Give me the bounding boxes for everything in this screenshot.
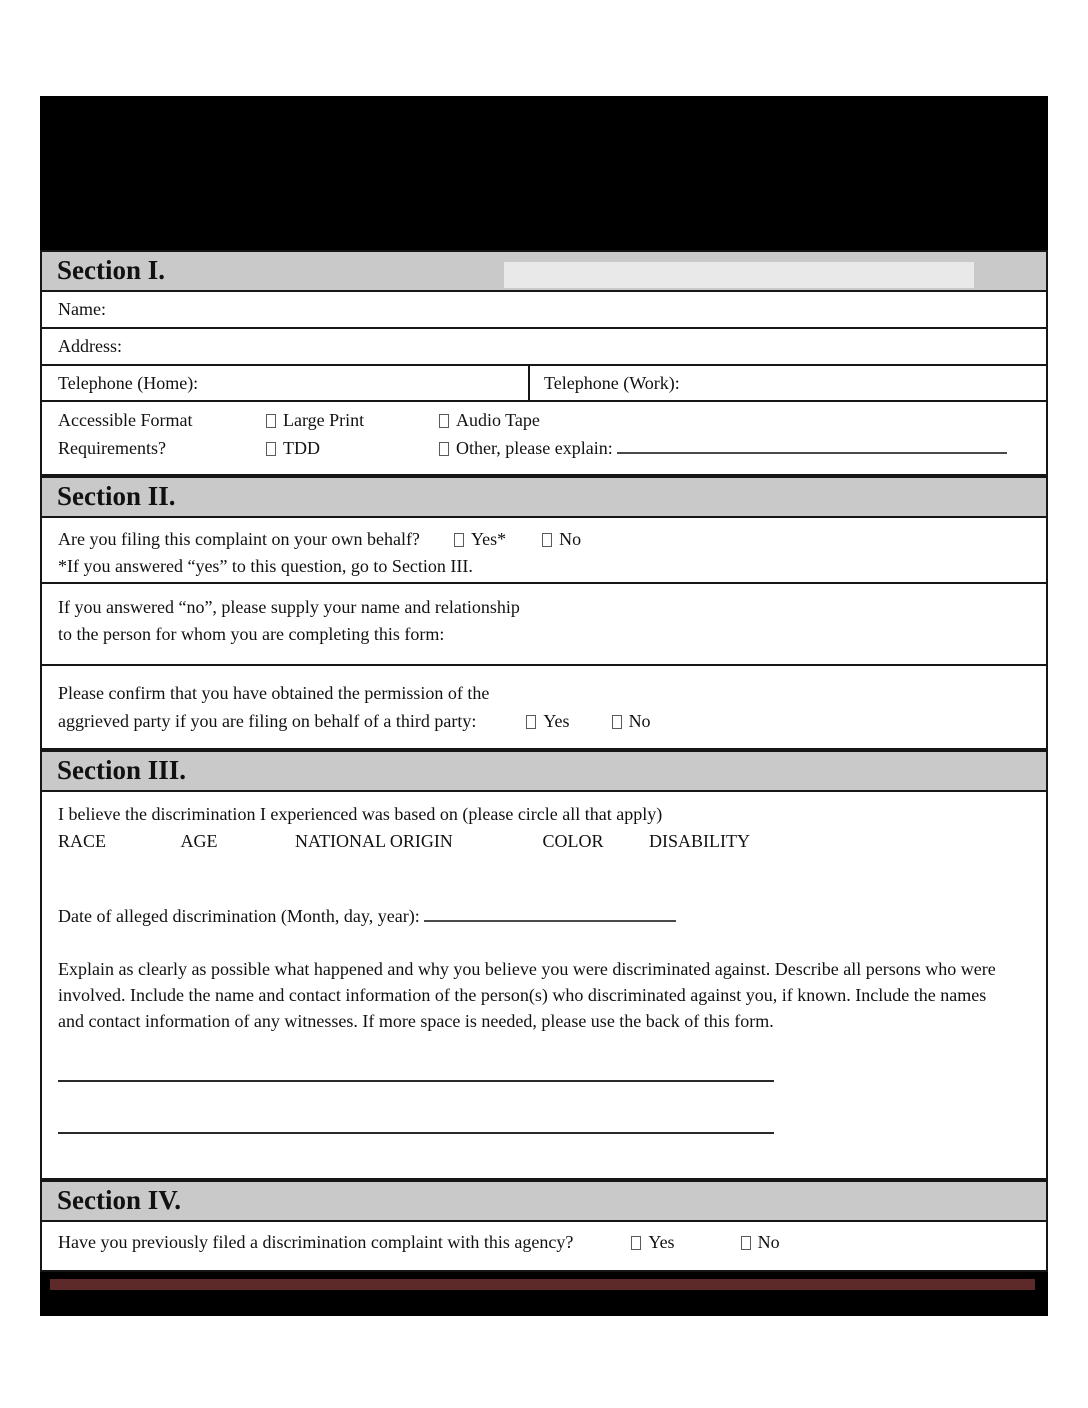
large-print-option [266,410,439,438]
previous-complaint-no-option [741,1232,780,1252]
redacted-header-block [40,96,1048,250]
date-of-discrimination-line [42,903,1046,930]
previous-complaint-question: Have you previously filed a discrimination complaint with this agency? [58,1232,574,1252]
basis-intro: I believe the discrimination I experienced was based on (please circle all that apply) [58,804,663,824]
section-1-title: Section I. [57,254,165,285]
date-blank[interactable] [424,906,676,922]
checkbox-icon[interactable] [439,414,449,428]
checkbox-icon[interactable] [526,715,536,729]
basis-category-disability[interactable]: DISABILITY [649,831,750,851]
other-option [439,438,1046,466]
complaint-form [40,250,1048,1273]
footer-maroon-stripe [50,1279,1035,1290]
name-field-row[interactable] [42,292,1046,329]
checkbox-icon[interactable] [542,533,552,547]
checkbox-icon[interactable] [612,715,622,729]
section-3-header [42,750,1046,792]
section-2-header [42,476,1046,518]
basis-category-age[interactable]: AGE [180,831,218,851]
section-4-header [42,1180,1046,1222]
telephone-work-label: Telephone (Work): [544,373,680,393]
own-behalf-yes-label: Yes* [470,529,507,549]
basis-category-list [42,828,1046,855]
own-behalf-no-label: No [559,529,582,549]
basis-category-race[interactable]: RACE [58,831,107,851]
other-label: Other, please explain: [456,438,613,458]
checkbox-icon[interactable] [439,442,449,456]
basis-category-color[interactable]: COLOR [542,831,604,851]
checkbox-icon[interactable] [266,414,276,428]
audio-tape-label: Audio Tape [456,410,540,430]
relationship-question-line1: If you answered “no”, please supply your name and relationship [58,597,520,617]
name-label: Name: [58,299,106,319]
tdd-label: TDD [283,438,320,458]
accessible-format-label-line1: Accessible Format [58,410,193,430]
section-2-title: Section II. [57,480,176,511]
own-behalf-yes-option [454,529,506,549]
tdd-option [266,438,439,466]
explanation-blank-line-2[interactable] [58,1132,774,1134]
checkbox-icon[interactable] [266,442,276,456]
checkbox-icon[interactable] [454,533,464,547]
explanation-blank-line-1[interactable] [58,1080,774,1082]
permission-question-line1: Please confirm that you have obtained the permission of the [58,683,490,703]
address-label: Address: [58,336,122,356]
relationship-question-line2: to the person for whom you are completing this form: [58,624,445,644]
telephone-home-label: Telephone (Home): [58,373,199,393]
section-1-header [42,250,1046,292]
telephone-row [42,366,1046,402]
section-4-title: Section IV. [57,1184,182,1215]
previous-complaint-no-label: No [757,1232,780,1252]
permission-yes-label: Yes [543,711,570,731]
section-3-title: Section III. [57,754,187,785]
explain-instructions: Explain as clearly as possible what happened and why you believe you were discriminated against. Describe all persons who were involved. Include the name and contact information of the person(s) who discriminated against you, if known. Include the names and contact information of any witnesses. If more space is needed, please use the back of this form. [58,959,996,1031]
other-explain-blank[interactable] [617,438,1007,454]
telephone-work-field[interactable] [530,366,1046,400]
date-label: Date of alleged discrimination (Month, day, year): [58,906,420,926]
own-behalf-no-option [542,529,581,549]
permission-question-row [42,666,1046,750]
accessible-format-label-line2: Requirements? [58,438,166,458]
previous-complaint-yes-option [631,1232,674,1252]
own-behalf-question-row [42,518,1046,584]
permission-no-option [612,711,651,731]
own-behalf-note: *If you answered “yes” to this question, go to Section III. [58,556,473,576]
footer-black-bar [40,1272,1048,1316]
permission-question-line2: aggrieved party if you are filing on behalf of a third party: [58,711,477,731]
permission-no-label: No [628,711,651,731]
permission-yes-option [526,711,569,731]
previous-complaint-question-row [42,1222,1046,1270]
previous-complaint-yes-label: Yes [648,1232,675,1252]
section-1-redacted-inset [504,262,974,288]
address-field-row[interactable] [42,329,1046,366]
checkbox-icon[interactable] [631,1236,641,1250]
audio-tape-option [439,410,1046,438]
basis-category-national-origin[interactable]: NATIONAL ORIGIN [295,831,453,851]
discrimination-details-row [42,792,1046,1180]
checkbox-icon[interactable] [741,1236,751,1250]
large-print-label: Large Print [283,410,365,430]
own-behalf-question: Are you filing this complaint on your own behalf? [58,529,420,549]
accessible-format-row [42,402,1046,476]
relationship-question-row[interactable] [42,584,1046,666]
telephone-home-field[interactable] [42,366,530,400]
